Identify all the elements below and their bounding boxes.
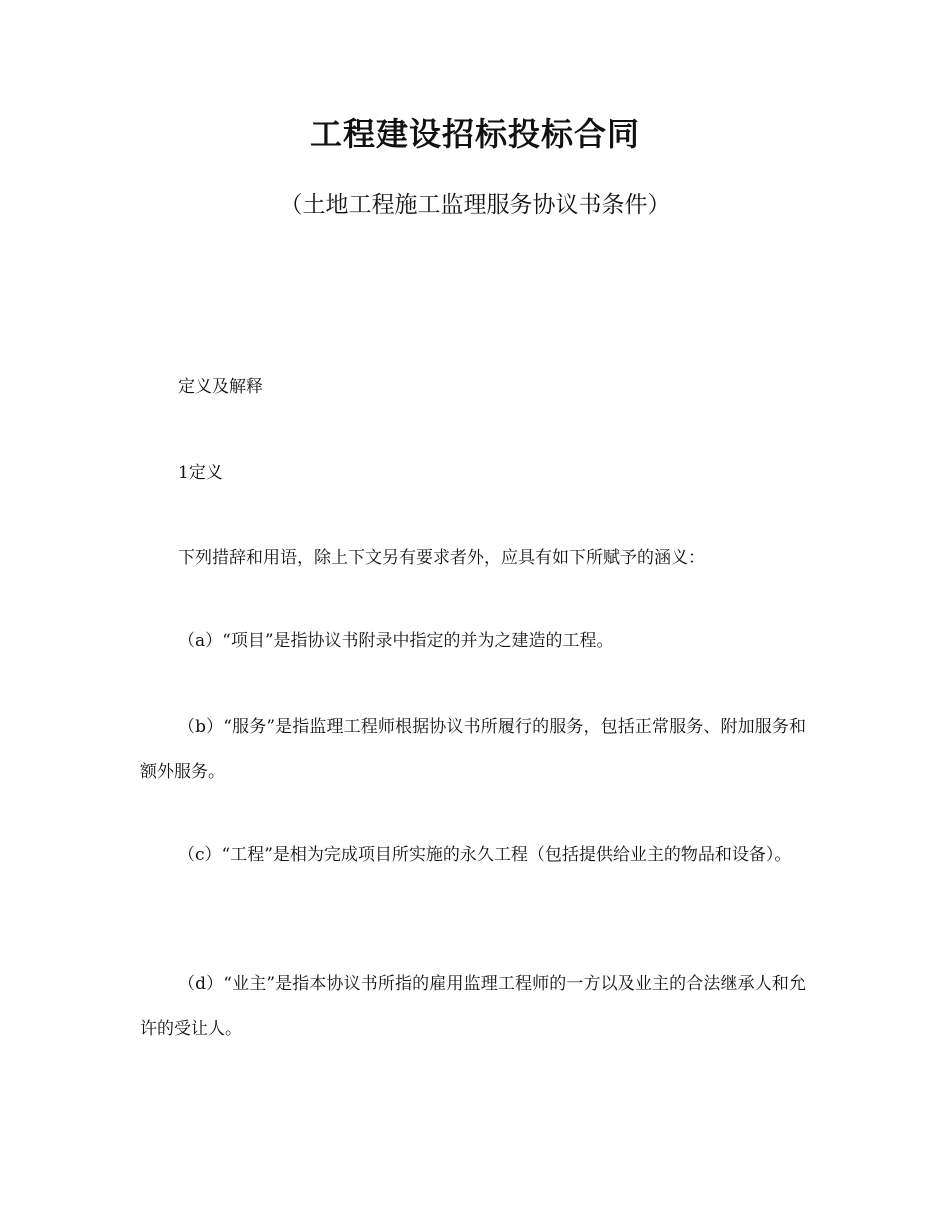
section-heading: 定义及解释: [178, 377, 263, 397]
document-title: 工程建设招标投标合同: [309, 115, 640, 153]
document-subtitle: （土地工程施工监理服务协议书条件）: [279, 192, 671, 218]
paragraph: （a）“项目”是指协议书附录中指定的并为之建造的工程。: [178, 631, 614, 651]
paragraph: 下列措辞和用语，除上下文另有要求者外，应具有如下所赋予的涵义：: [178, 548, 705, 568]
paragraph: （d）“业主”是指本协议书所指的雇用监理工程师的一方以及业主的合法继承人和允许的受让人。: [140, 974, 806, 1039]
clause-heading: 1定义: [178, 463, 223, 483]
paragraph: （c）“工程”是相为完成项目所实施的永久工程（包括提供给业主的物品和设备）。: [178, 845, 792, 865]
paragraph: （b）“服务”是指监理工程师根据协议书所履行的服务，包括正常服务、附加服务和额外服务。: [140, 717, 806, 782]
